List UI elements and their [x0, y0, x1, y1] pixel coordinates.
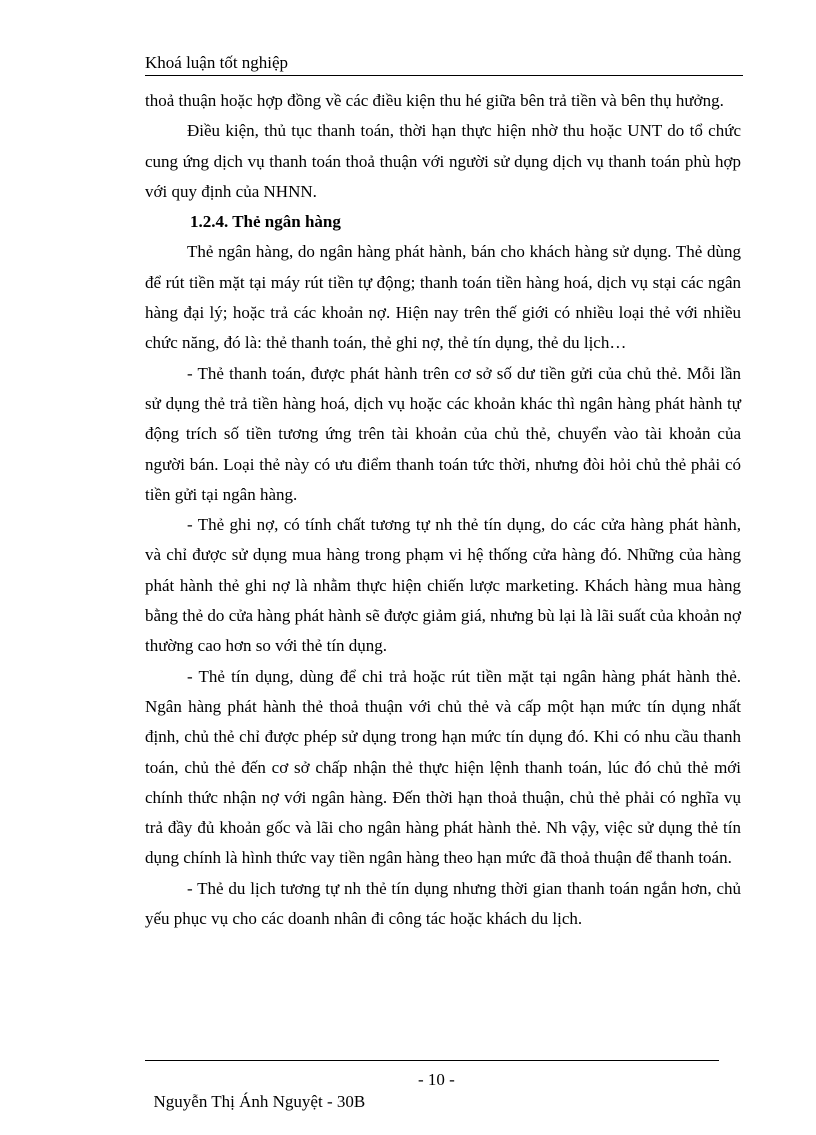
footer-author: Nguyễn Thị Ánh Nguyệt - 30B	[153, 1092, 366, 1111]
document-body	[145, 86, 741, 934]
paragraph-bank-card-intro: Thẻ ngân hàng, do ngân hàng phát hành, bán cho khách hàng sử dụng. Thẻ dùng để rút tiền mặt tại máy rút tiền tự động; thanh toán tiền hàng hoá, dịch vụ stại các ngân hàng đại lý; hoặc trả các khoản nợ. Hiện nay trên thế giới có nhiều loại thẻ với nhiều chức năng, đó là: thẻ thanh toán, thẻ ghi nợ, thẻ tín dụng, thẻ du lịch…	[145, 242, 741, 353]
paragraph-continuation: thoả thuận hoặc hợp đồng về các điều kiện thu hé giữa bên trả tiền và bên thụ hưởng.	[145, 91, 724, 110]
section-heading-bank-cards: 1.2.4. Thẻ ngân hàng	[190, 212, 341, 232]
page-header	[145, 52, 743, 76]
paragraph-credit-card: - Thẻ tín dụng, dùng để chi trả hoặc rút tiền mặt tại ngân hàng phát hành thẻ. Ngân hàng phát hành thẻ thoả thuận với chủ thẻ và cấp một hạn mức tín dụng nhất định, chủ thẻ chỉ được phép sử dụng trong hạn mức tín dụng đó. Khi có nhu cầu thanh toán, chủ thẻ đến cơ sở chấp nhận thẻ thực hiện lệnh thanh toán, lúc đó chủ thẻ mới chính thức nhận nợ với ngân hàng. Đến thời hạn thoả thuận, chủ thẻ phải có nghĩa vụ trả đầy đủ khoản gốc và lãi cho ngân hàng phát hành thẻ. Nh vậy, việc sử dụng thẻ tín dụng chính là hình thức vay tiền ngân hàng theo hạn mức đã thoả thuận để thanh toán.	[145, 666, 741, 868]
paragraph-payment-conditions: Điều kiện, thủ tục thanh toán, thời hạn thực hiện nhờ thu hoặc UNT do tổ chức cung ứng dịch vụ thanh toán thoả thuận với người sử dụng dịch vụ thanh toán phù hợp với quy định của NHNN.	[145, 121, 741, 201]
header-title: Khoá luận tốt nghiệp	[145, 53, 289, 72]
paragraph-travel-card: - Thẻ du lịch tương tự nh thẻ tín dụng nhưng thời gian thanh toán ngắn hơn, chủ yếu phục vụ cho các doanh nhân đi công tác hoặc khách du lịch.	[145, 878, 741, 929]
paragraph-debit-card: - Thẻ ghi nợ, có tính chất tương tự nh thẻ tín dụng, do các cửa hàng phát hành, và chỉ được sử dụng mua hàng trong phạm vi hệ thống cửa hàng đó. Những của hàng phát hành thẻ ghi nợ là nhằm thực hiện chiến lược marketing. Khách hàng mua hàng bằng thẻ do cửa hàng phát hành sẽ được giảm giá, nhưng bù lại là lãi suất của khoản nợ thường cao hơn so với thẻ tín dụng.	[145, 515, 741, 656]
page-number: - 10 -	[418, 1070, 455, 1089]
footer-divider	[145, 1060, 719, 1061]
paragraph-payment-card: - Thẻ thanh toán, được phát hành trên cơ sở số dư tiền gửi của chủ thẻ. Mỗi lần sử dụng thẻ trả tiền hàng hoá, dịch vụ hoặc các khoản khác thì ngân hàng phát hành tự động trích số tiền tương ứng trên tài khoản của chủ thẻ, chuyển vào tài khoản của người bán. Loại thẻ này có ưu điểm thanh toán tức thời, nhưng đòi hỏi chủ thẻ phải có tiền gửi tại ngân hàng.	[145, 363, 741, 504]
page-footer	[145, 1069, 743, 1135]
